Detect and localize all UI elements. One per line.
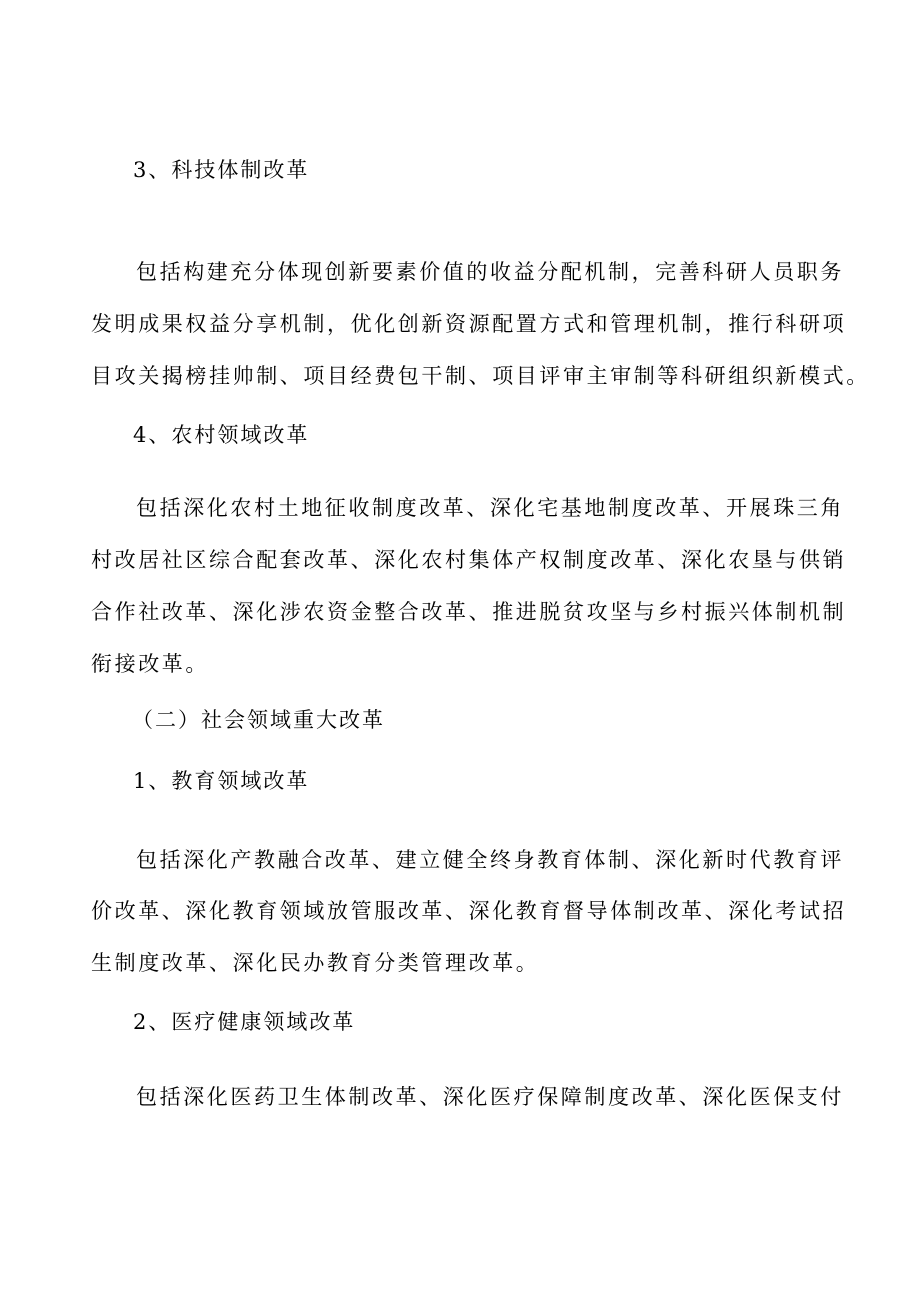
paragraph-line: 发明成果权益分享机制，优化创新资源配置方式和管理机制，推行科研项 — [91, 312, 847, 336]
paragraph-line: 包括深化农村土地征收制度改革、深化宅基地制度改革、开展珠三角 — [136, 496, 844, 520]
section-heading-social-reform: （二）社会领域重大改革 — [132, 708, 385, 732]
section-heading-healthcare-reform: 2、医疗健康领域改革 — [133, 1010, 356, 1034]
section-heading-rural-reform: 4、农村领域改革 — [133, 423, 310, 447]
paragraph-line: 合作社改革、深化涉农资金整合改革、推进脱贫攻坚与乡村振兴体制机制 — [91, 600, 847, 624]
paragraph-line: 衔接改革。 — [91, 652, 209, 676]
paragraph-line: 村改居社区综合配套改革、深化农村集体产权制度改革、深化农垦与供销 — [91, 548, 847, 572]
paragraph-line: 生制度改革、深化民办教育分类管理改革。 — [91, 951, 540, 975]
paragraph-line: 包括深化产教融合改革、建立健全终身教育体制、深化新时代教育评 — [136, 848, 844, 872]
paragraph-line: 价改革、深化教育领域放管服改革、深化教育督导体制改革、深化考试招 — [91, 899, 847, 923]
section-heading-education-reform: 1、教育领域改革 — [133, 769, 310, 793]
paragraph-line: 包括构建充分体现创新要素价值的收益分配机制，完善科研人员职务 — [136, 260, 844, 284]
paragraph-line: 包括深化医药卫生体制改革、深化医疗保障制度改革、深化医保支付 — [136, 1085, 844, 1109]
paragraph-line: 目攻关揭榜挂帅制、项目经费包干制、项目评审主审制等科研组织新模式。 — [91, 364, 870, 388]
section-heading-tech-reform: 3、科技体制改革 — [133, 158, 310, 182]
